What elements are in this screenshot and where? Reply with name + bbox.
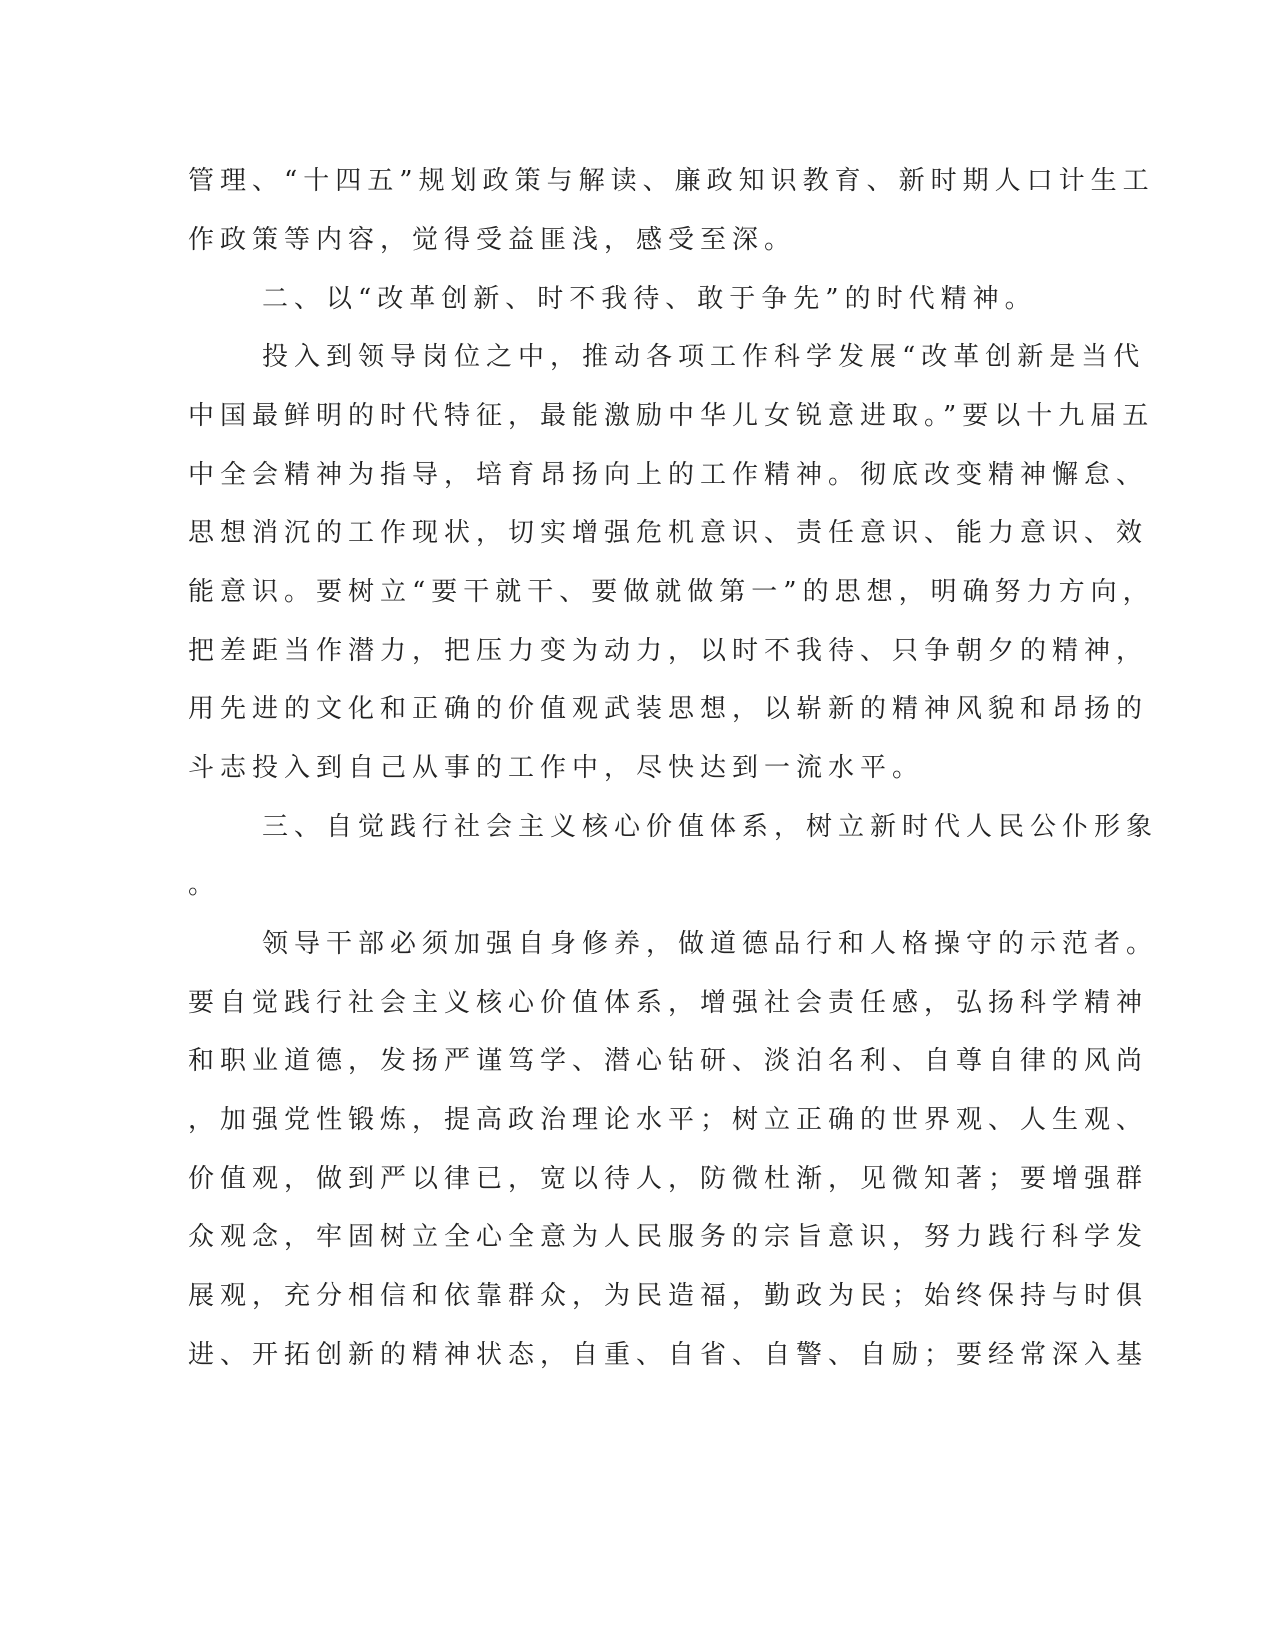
paragraph-line: 中全会精神为指导，培育昂扬向上的工作精神。彻底改变精神懈怠、 <box>188 460 1149 490</box>
paragraph-line: 和职业道德，发扬严谨笃学、潜心钻研、淡泊名利、自尊自律的风尚 <box>188 1046 1149 1076</box>
paragraph-line: 把差距当作潜力，把压力变为动力，以时不我待、只争朝夕的精神， <box>188 636 1149 666</box>
paragraph-line: 用先进的文化和正确的价值观武装思想，以崭新的精神风貌和昂扬的 <box>188 694 1149 724</box>
paragraph-line: 斗志投入到自己从事的工作中，尽快达到一流水平。 <box>188 753 925 783</box>
paragraph-line: 领导干部必须加强自身修养，做道德品行和人格操守的示范者。 <box>262 929 1159 959</box>
paragraph-line: 进、开拓创新的精神状态，自重、自省、自警、自励；要经常深入基 <box>188 1340 1149 1370</box>
paragraph-line: 管理、“十四五”规划政策与解读、廉政知识教育、新时期人口计生工 <box>188 166 1155 196</box>
paragraph-line: 投入到领导岗位之中，推动各项工作科学发展“改革创新是当代 <box>262 342 1146 372</box>
paragraph-line: 能意识。要树立“要干就干、要做就做第一”的思想，明确努力方向， <box>188 577 1155 607</box>
section-heading: 三、自觉践行社会主义核心价值体系，树立新时代人民公仆形象 <box>262 812 1159 842</box>
section-heading: 二、以“改革创新、时不我待、敢于争先”的时代精神。 <box>262 284 1037 314</box>
paragraph-line: 展观，充分相信和依靠群众，为民造福，勤政为民；始终保持与时俱 <box>188 1281 1149 1311</box>
paragraph-line: 众观念，牢固树立全心全意为人民服务的宗旨意识，努力践行科学发 <box>188 1222 1149 1252</box>
paragraph-line: 中国最鲜明的时代特征，最能激励中华儿女锐意进取。”要以十九届五 <box>188 401 1155 431</box>
paragraph-line: ，加强党性锻炼，提高政治理论水平；树立正确的世界观、人生观、 <box>188 1105 1149 1135</box>
paragraph-line: 要自觉践行社会主义核心价值体系，增强社会责任感，弘扬科学精神 <box>188 988 1149 1018</box>
paragraph-line: 思想消沉的工作现状，切实增强危机意识、责任意识、能力意识、效 <box>188 518 1149 548</box>
paragraph-line: 作政策等内容，觉得受益匪浅，感受至深。 <box>188 225 797 255</box>
paragraph-line: 。 <box>188 870 221 900</box>
paragraph-line: 价值观，做到严以律已，宽以待人，防微杜渐，见微知著；要增强群 <box>188 1164 1149 1194</box>
